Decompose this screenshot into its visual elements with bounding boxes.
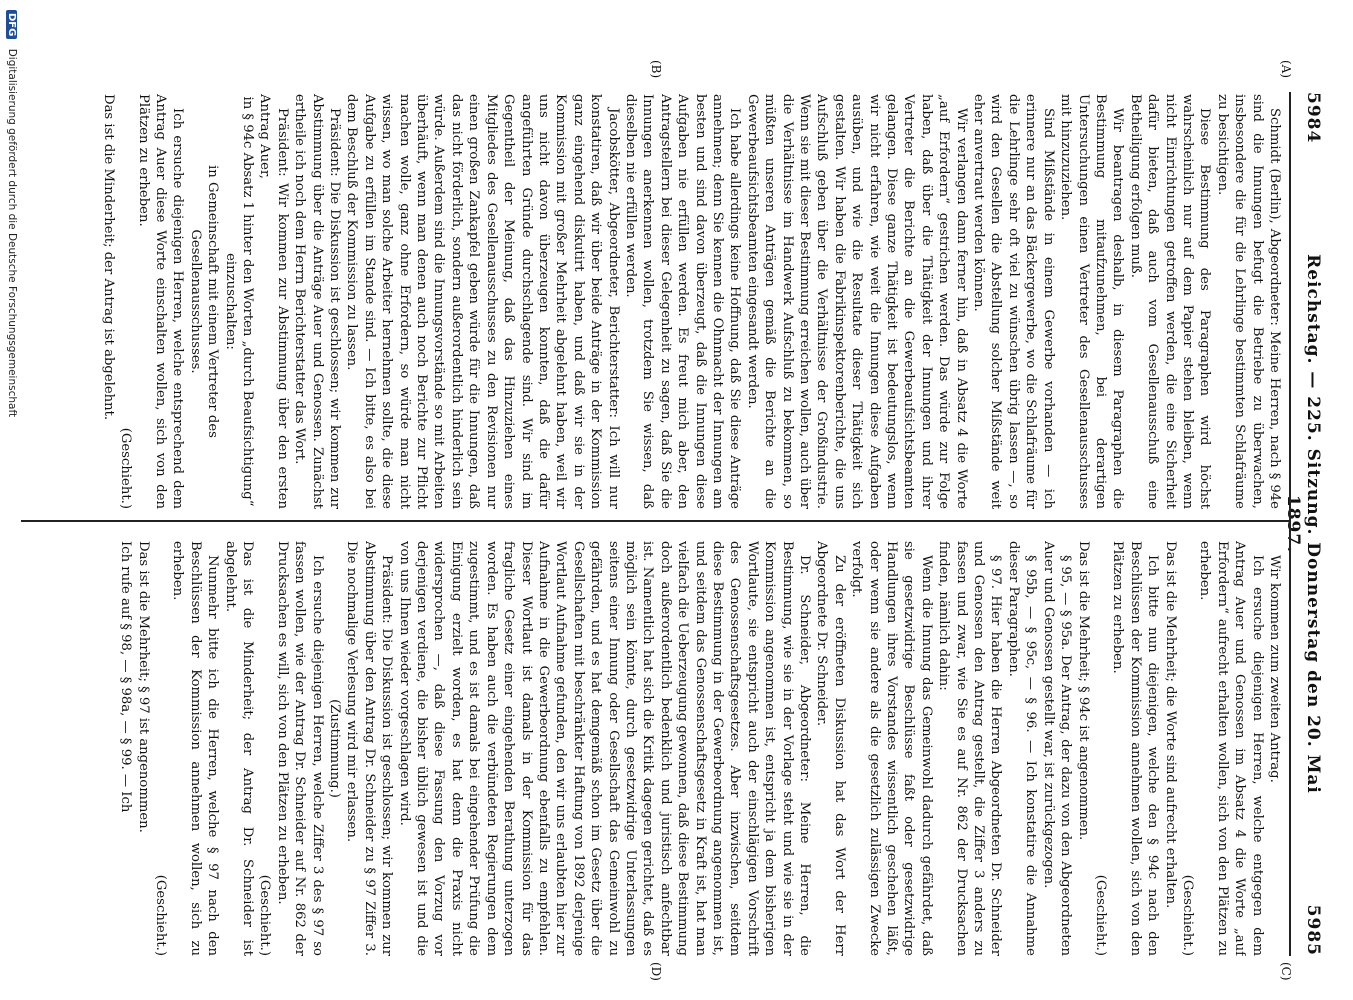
- paragraph: in § 94c Absatz 1 hinter den Worten „durch Beaufsichtigung“ einzuschalten:: [222, 96, 256, 507]
- left-column: [33, 94, 1283, 509]
- paragraph: § 95b, — § 95c, — § 96. — Ich konstatire die Annahme dieser Paragraphen.: [1005, 541, 1039, 956]
- credit-text: Digitalisierung gefördert durch die Deutsche Forschungsgemeinschaft: [6, 48, 18, 418]
- paragraph: § 97. Hier haben die Herren Abgeordneten Dr. Schneider und Genossen den Antrag gestellt, die Ziffer 3 anders zu fassen und zwar, wie Sie es auf Nr. 862 der Drucksachen finden, nämlich dahin:: [936, 541, 1004, 956]
- paragraph: Ich ersuche diejenigen Herren, welche entgegen dem Antrag Auer und Genossen im Absatz 4 die Worte „auf Erfordern“ aufrecht erhalten wollen, sich von den Plätzen zu erheben.: [1197, 541, 1265, 956]
- paragraph: Das ist die Mehrheit; § 94c ist angenommen.: [1075, 541, 1091, 841]
- column-divider: [21, 520, 1291, 522]
- paragraph: Jacobskötter, Abgeordneter, Berichterstatter: Ich will nur konstatiren, daß wir über beide Anträge in der Kommission ganz eingehend diskutirt haben, und daß wir sie in der Kommission mit großer Mehrheit abgelehnt haben, weil wir uns nicht davon überzeugen konnten, daß die dafür angeführten Gründe durchschlagende sind. Wir sind im Gegentheil der Meinung, daß das Hinzuziehen eines Mitgliedes des Gesellenausschusses zu den Revisionen nur einen großen Zankapfel geben würde für die Innungen, daß das nicht förderlich, sondern außerordentlich hinderlich sein würde. Außerdem sind die Innungsvorstände so mit Arbeiten überhäuft, wenn man denen auch noch Berichte zur Pflicht machen wolle, ganz ohne Erfordern, so würde man nicht wissen, wo man solche Arbeiter hernehmen sollte, die diese Aufgabe zu erfüllen im Stande sind. — Ich bitte, es also bei dem Beschluß der Kommission zu lassen.: [344, 94, 621, 509]
- header-rule: [1289, 92, 1291, 956]
- paragraph: Ich ersuche diejenigen Herren, welche entsprechend dem Antrag Auer diese Worte einschalten wollen, sich von den Plätzen zu erheben.: [135, 94, 186, 509]
- paragraph: in Gemeinschaft mit einem Vertreter des Gesellenausschusses.: [187, 165, 221, 438]
- paragraph: Wir kommen zum zweiten Antrag.: [1267, 555, 1282, 783]
- paragraph: Schmidt (Berlin), Abgeordneter: Meine Herren, nach § 94e sind die Innungen befugt die Betriebe zu überwachen, insbesondere die für die Lehrlinge bestimmten Schlafräume zu besichtigen.: [1214, 94, 1282, 509]
- right-column: [33, 541, 1283, 956]
- paragraph: Das ist die Minderheit; der Antrag Dr. Schneider ist abgelehnt.: [222, 541, 256, 956]
- paragraph: Wir beantragen deshalb, in diesem Paragraphen die Bestimmung mitaufzunehmen, bei derartigen Untersuchungen einen Vertreter des Gesellenausschusses mit hinzuzuziehen.: [1058, 94, 1126, 509]
- stage-direction: (Geschieht.): [257, 874, 273, 956]
- paragraph: Präsident: Wir kommen zur Abstimmung über den ersten Antrag Auer,: [257, 94, 290, 509]
- margin-mark-d: (D): [649, 962, 663, 981]
- paragraph: Das ist die Mehrheit; § 97 ist angenommen.: [135, 541, 151, 833]
- stage-direction: (Geschieht.): [1179, 874, 1195, 956]
- paragraph: Sind Mißstände in einem Gewerbe vorhanden — ich erinnere nur an das Bäckergewerbe, wo die Schlafräume für die Lehrlinge sehr oft viel zu wünschen übrig lassen —, so wird den Gesellen die Abstellung solcher Mißstände weit eher anvertraut werden können.: [971, 94, 1056, 509]
- stage-direction: (Geschieht.): [153, 874, 168, 956]
- paragraph: Nunmehr bitte ich die Herren, welche § 97 nach den Beschlüssen der Kommission annehmen wollen, sich zu erheben.: [170, 541, 221, 956]
- paragraph: Das ist die Mehrheit; die Worte sind aufrecht erhalten.: [1162, 541, 1178, 909]
- dfg-logo: DFG: [6, 10, 17, 39]
- paragraph: Wenn die Innung das Gemeinwohl dadurch gefährdet, daß sie gesetzwidrige Beschlüsse faßt oder gesetzwidrige Handlungen ihres Vorstandes wissentlich geschehen läßt, oder wenn sie andere als die gesetzlich zulässigen Zwecke verfolgt.: [849, 541, 934, 956]
- stage-direction: (Geschieht.): [1092, 874, 1108, 956]
- stage-direction: (Geschieht.): [118, 427, 134, 509]
- margin-mark-c: (C): [1279, 962, 1293, 981]
- paragraph: Ich bitte nun diejenigen, welche den § 94c nach den Beschlüssen der Kommission annehmen wollen, sich von den Plätzen zu erheben.: [1110, 541, 1161, 956]
- paragraph: Präsident: Die Diskussion ist geschlossen; wir kommen zur Abstimmung über den Antrag Dr. Schneider zu § 97 Ziffer 3. Die nochmalige Verlesung wird mir erlassen.: [344, 541, 395, 956]
- paragraph: Dr. Schneider, Abgeordneter: Meine Herren, die Bestimmung, wie sie in der Vorlage steht und wie sie in der Kommission angenommen ist, entspricht ja dem bisherigen Wortlaute, sie entspricht auch der einschlägigen Vorschrift des Genossenschaftsgesetzes. Aber inzwischen, seitdem diese Bestimmung in der Gewerbeordnung angenommen ist, und seitdem das Genossenschaftsgesetz in Kraft ist, hat man vielfach die Ueberzeugung gewonnen, daß diese Bestimmung doch außerordentlich bedenklich und juristisch anfechtbar ist. Namentlich hat sich die Kritik dagegen gerichtet, daß es möglich sein könnte, durch gesetzwidrige Unterlassungen seitens einer Innung oder Gesellschaft das Gemeinwohl zu gefährden, und es hat demgemäß schon im Gesetz über die Gesellschaften mit beschränkter Haftung von 1892 derjenige Wortlaut Aufnahme gefunden, den wir uns erlaubten hier zur Aufnahme in die Gewerbeordnung ebenfalls zu empfehlen. Dieser Wortlaut ist damals in der Kommission für das fragliche Gesetz einer eingehenden Berathung unterzogen worden. Es haben auch die verbündeten Regierungen dem zugestimmt, und es ist damals bei eingehender Prüfung die Einigung erzielt worden, es hat denn die Praxis nicht widersprochen —, daß diese Fassung den Vorzug vor derjenigen verdiene, die bisher üblich gewesen ist und die von uns Ihnen wieder vorgeschlagen wird.: [396, 541, 813, 956]
- digitization-credit: [0, 0, 18, 1000]
- paragraph: Ich habe allerdings keine Hoffnung, daß Sie diese Anträge annehmen; denn Sie kennen die Ohnmacht der Innungen am besten und sind davon überzeugt, daß die Innungen diese Aufgaben nie erfüllen werden. Es freut mich aber, den Antragstellern bei dieser Gelegenheit zu sagen, daß Sie die Innungen anerkennen wollen, trotzdem Sie wissen, daß dieselben nie erfüllen werden.: [622, 94, 743, 509]
- page-header: [1283, 92, 1323, 956]
- paragraph: Zu der eröffneten Diskussion hat das Wort der Herr Abgeordnete Dr. Schneider.: [814, 541, 847, 956]
- margin-mark-a: (A): [1279, 60, 1293, 79]
- paragraph: Ich rufe auf § 98, — § 98a, — § 99. — Ich: [118, 541, 134, 813]
- stage-direction: (Zustimmung.): [327, 699, 343, 798]
- page-number-right: 5985: [1303, 904, 1323, 956]
- running-title: Reichstag. — 225. Sitzung. Donnerstag den 20. Mai 1897.: [1283, 254, 1323, 794]
- paragraph: § 95, — § 95a. Der Antrag, der dazu von den Abgeordneten Auer und Genossen gestellt war, ist zurückgezogen.: [1040, 541, 1074, 956]
- page-number-left: 5984: [1303, 92, 1323, 144]
- paragraph: Wir verlangen dann ferner hin, daß in Absatz 4 die Worte „auf Erfordern“ gestrichen werden. Das würde zur Folge haben, daß über die Thätigkeit der Innungen und ihrer Vertreter die Berichte an die Gewerbeaufsichtsbeamten gelangen. Diese ganze Thätigkeit ist bedeutungslos, wenn wir nicht erfahren, wie weit die Innungen diese Aufgaben ausüben, und wie die Resultate dieser Thätigkeit sich gestalten. Wir haben die Fabrikinspektorenberichte, die uns Aufschluß geben über die Verhältnisse der Großindustrie. Wenn sie mit dieser Bestimmung erreichen wollen, auch über die Verhältnisse im Handwerk Aufschluß zu bekommen, so müßten unseren Anträgen gemäß die Berichte an die Gewerbeaufsichtsbeamten eingesandt werden.: [744, 94, 969, 509]
- paragraph: Ich ersuche diejenigen Herren, welche Ziffer 3 des § 97 so fassen wollen, wie der Antrag Dr. Schneider auf Nr. 862 der Drucksachen es will, sich von den Plätzen zu erheben.: [274, 541, 325, 956]
- margin-mark-b: (B): [649, 60, 663, 79]
- paragraph: Das ist die Minderheit; der Antrag ist abgelehnt.: [100, 94, 116, 421]
- paragraph: Diese Bestimmung des Paragraphen wird höchst wahrscheinlich nur auf dem Papier stehen bleiben, wenn nicht Einrichtungen getroffen werden, die eine Sicherheit dafür bieten, daß auch vom Gesellenausschuß eine Betheiligung erfolgen muß.: [1127, 94, 1213, 509]
- paragraph: Präsident: Die Diskussion ist geschlossen; wir kommen zur Abstimmung über die Anträge Auer und Genossen. Zunächst ertheile ich noch dem Herrn Berichterstatter das Wort.: [292, 94, 343, 509]
